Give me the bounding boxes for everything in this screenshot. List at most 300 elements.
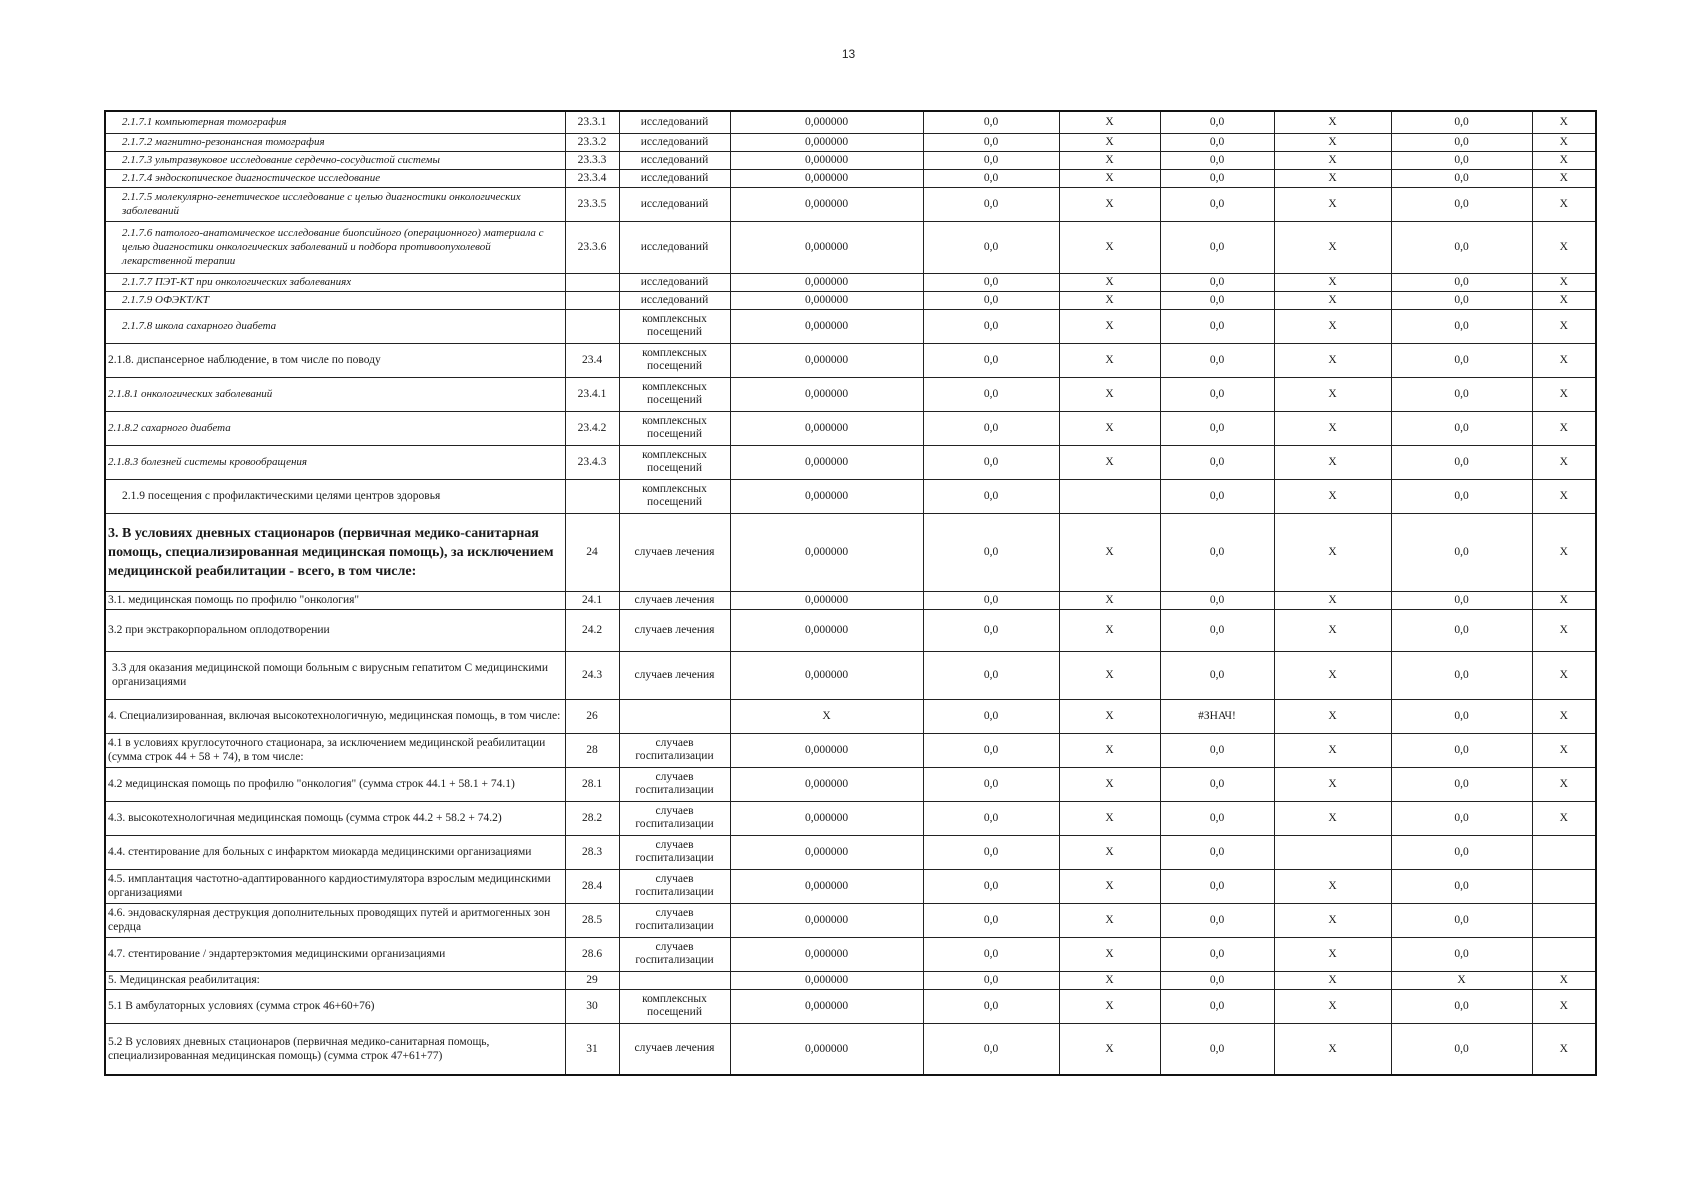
row-unit: случаев госпитализации [619,869,730,903]
row-unit: случаев лечения [619,591,730,609]
cell-v3: X [1059,273,1160,291]
table-row [105,445,1596,479]
row-code [565,309,619,343]
cell-v5: X [1274,169,1391,187]
cell-v2: 0,0 [923,411,1059,445]
table-row [105,343,1596,377]
cell-v5: X [1274,111,1391,133]
cell-v3: X [1059,411,1160,445]
row-unit: исследований [619,273,730,291]
cell-v6: 0,0 [1391,479,1532,513]
table-row [105,591,1596,609]
table-row [105,989,1596,1023]
cell-v6: 0,0 [1391,801,1532,835]
cell-v7: X [1532,309,1596,343]
cell-v5: X [1274,411,1391,445]
cell-v3: X [1059,591,1160,609]
table-row [105,651,1596,699]
cell-v3: X [1059,445,1160,479]
cell-v3: X [1059,187,1160,221]
cell-v5: X [1274,651,1391,699]
row-name: 2.1.7.4 эндоскопическое диагностическое исследование [105,169,565,187]
cell-v4: 0,0 [1160,937,1274,971]
cell-v4: 0,0 [1160,151,1274,169]
cell-v1: 0,000000 [730,835,923,869]
row-name: 4.1 в условиях круглосуточного стационара, за исключением медицинской реабилитации (сумма строк 44 + 58 + 74), в том числе: [105,733,565,767]
cell-v2: 0,0 [923,445,1059,479]
cell-v4: 0,0 [1160,291,1274,309]
cell-v1: 0,000000 [730,869,923,903]
cell-v7: X [1532,513,1596,591]
cell-v1: 0,000000 [730,609,923,651]
cell-v7: X [1532,971,1596,989]
cell-v1: 0,000000 [730,591,923,609]
row-name: 3.1. медицинская помощь по профилю "онкология" [105,591,565,609]
table-row [105,1023,1596,1075]
cell-v6: 0,0 [1391,343,1532,377]
cell-v6: 0,0 [1391,133,1532,151]
cell-v1: 0,000000 [730,1023,923,1075]
row-name: 2.1.8.2 сахарного диабета [105,411,565,445]
cell-v7: X [1532,187,1596,221]
cell-v6: 0,0 [1391,309,1532,343]
cell-v4: #ЗНАЧ! [1160,699,1274,733]
cell-v2: 0,0 [923,989,1059,1023]
row-name: 4.3. высокотехнологичная медицинская помощь (сумма строк 44.2 + 58.2 + 74.2) [105,801,565,835]
cell-v7 [1532,937,1596,971]
row-name: 2.1.8.3 болезней системы кровообращения [105,445,565,479]
cell-v2: 0,0 [923,513,1059,591]
row-name: 4.7. стентирование / эндартерэктомия медицинскими организациями [105,937,565,971]
cell-v2: 0,0 [923,343,1059,377]
cell-v2: 0,0 [923,1023,1059,1075]
row-name: 2.1.7.8 школа сахарного диабета [105,309,565,343]
cell-v1: 0,000000 [730,273,923,291]
row-code: 28.2 [565,801,619,835]
cell-v5: X [1274,869,1391,903]
row-unit: исследований [619,111,730,133]
cell-v3: X [1059,111,1160,133]
cell-v7: X [1532,111,1596,133]
row-code: 23.4.3 [565,445,619,479]
row-unit: случаев госпитализации [619,767,730,801]
row-code: 29 [565,971,619,989]
cell-v5: X [1274,291,1391,309]
cell-v5: X [1274,767,1391,801]
cell-v7: X [1532,767,1596,801]
cell-v3: X [1059,699,1160,733]
row-code: 28.3 [565,835,619,869]
cell-v7: X [1532,273,1596,291]
cell-v1: 0,000000 [730,411,923,445]
cell-v6: 0,0 [1391,111,1532,133]
cell-v5: X [1274,273,1391,291]
cell-v5: X [1274,479,1391,513]
cell-v3: X [1059,869,1160,903]
row-unit: случаев лечения [619,609,730,651]
cell-v3: X [1059,903,1160,937]
cell-v6: 0,0 [1391,767,1532,801]
cell-v7: X [1532,169,1596,187]
cell-v7: X [1532,801,1596,835]
row-unit: комплексных посещений [619,377,730,411]
cell-v6: 0,0 [1391,411,1532,445]
row-name: 3.3 для оказания медицинской помощи больным с вирусным гепатитом С медицинскими организациями [105,651,565,699]
row-code: 24.1 [565,591,619,609]
cell-v2: 0,0 [923,971,1059,989]
cell-v6: 0,0 [1391,937,1532,971]
table-row [105,411,1596,445]
cell-v5: X [1274,187,1391,221]
table-row [105,937,1596,971]
cell-v2: 0,0 [923,937,1059,971]
table-row [105,133,1596,151]
cell-v2: 0,0 [923,309,1059,343]
cell-v7: X [1532,651,1596,699]
row-unit: исследований [619,133,730,151]
cell-v3: X [1059,937,1160,971]
cell-v4: 0,0 [1160,767,1274,801]
cell-v5: X [1274,733,1391,767]
table-row [105,187,1596,221]
cell-v7: X [1532,609,1596,651]
cell-v2: 0,0 [923,377,1059,411]
row-name: 4.4. стентирование для больных с инфарктом миокарда медицинскими организациями [105,835,565,869]
cell-v2: 0,0 [923,111,1059,133]
cell-v5: X [1274,513,1391,591]
cell-v7: X [1532,221,1596,273]
table-row [105,869,1596,903]
cell-v2: 0,0 [923,733,1059,767]
cell-v7 [1532,835,1596,869]
row-name: 2.1.7.3 ультразвуковое исследование сердечно-сосудистой системы [105,151,565,169]
table-row [105,767,1596,801]
cell-v4: 0,0 [1160,309,1274,343]
cell-v5: X [1274,801,1391,835]
cell-v6: 0,0 [1391,651,1532,699]
row-unit: исследований [619,169,730,187]
cell-v6: 0,0 [1391,377,1532,411]
row-code: 28.1 [565,767,619,801]
cell-v4: 0,0 [1160,609,1274,651]
cell-v7: X [1532,479,1596,513]
cell-v1: 0,000000 [730,937,923,971]
row-unit: исследований [619,221,730,273]
cell-v3: X [1059,835,1160,869]
row-code: 28.5 [565,903,619,937]
cell-v2: 0,0 [923,869,1059,903]
cell-v6: 0,0 [1391,609,1532,651]
cell-v2: 0,0 [923,221,1059,273]
row-unit: случаев госпитализации [619,801,730,835]
cell-v2: 0,0 [923,609,1059,651]
row-name: 2.1.8. диспансерное наблюдение, в том числе по поводу [105,343,565,377]
cell-v6: 0,0 [1391,869,1532,903]
cell-v7: X [1532,699,1596,733]
cell-v5: X [1274,377,1391,411]
row-unit: случаев госпитализации [619,903,730,937]
cell-v4: 0,0 [1160,835,1274,869]
cell-v6: 0,0 [1391,591,1532,609]
row-name: 4. Специализированная, включая высокотехнологичную, медицинская помощь, в том числе: [105,699,565,733]
row-name: 4.6. эндоваскулярная деструкция дополнительных проводящих путей и аритмогенных зон сердца [105,903,565,937]
cell-v1: 0,000000 [730,479,923,513]
cell-v5 [1274,835,1391,869]
cell-v3: X [1059,989,1160,1023]
table-row [105,291,1596,309]
cell-v7: X [1532,151,1596,169]
row-name: 3.2 при экстракорпоральном оплодотворении [105,609,565,651]
cell-v6: 0,0 [1391,903,1532,937]
cell-v3: X [1059,971,1160,989]
cell-v5: X [1274,903,1391,937]
table-row [105,377,1596,411]
table-row [105,151,1596,169]
table-row [105,733,1596,767]
table-row [105,309,1596,343]
table-body [105,111,1596,1075]
row-code: 23.3.3 [565,151,619,169]
table-row [105,273,1596,291]
row-code: 26 [565,699,619,733]
row-name: 2.1.7.6 патолого-анатомическое исследование биопсийного (операционного) материала с целью диагностики онкологических заболеваний и подбора противоопухолевой лекарственной терапии [105,221,565,273]
cell-v7 [1532,869,1596,903]
cell-v6: 0,0 [1391,989,1532,1023]
cell-v1: 0,000000 [730,151,923,169]
row-unit: комплексных посещений [619,309,730,343]
page-number: 13 [841,47,856,61]
cell-v7: X [1532,377,1596,411]
row-unit: случаев госпитализации [619,937,730,971]
table-row [105,221,1596,273]
cell-v4: 0,0 [1160,377,1274,411]
row-code: 31 [565,1023,619,1075]
cell-v3: X [1059,221,1160,273]
cell-v6: 0,0 [1391,699,1532,733]
row-unit [619,971,730,989]
row-code: 23.4.1 [565,377,619,411]
cell-v2: 0,0 [923,651,1059,699]
row-unit: исследований [619,291,730,309]
cell-v5: X [1274,133,1391,151]
cell-v1: 0,000000 [730,445,923,479]
cell-v4: 0,0 [1160,989,1274,1023]
cell-v2: 0,0 [923,479,1059,513]
cell-v7: X [1532,411,1596,445]
cell-v5: X [1274,937,1391,971]
table-row [105,801,1596,835]
row-code: 23.4 [565,343,619,377]
cell-v5: X [1274,309,1391,343]
cell-v2: 0,0 [923,187,1059,221]
cell-v4: 0,0 [1160,169,1274,187]
row-name: 4.5. имплантация частотно-адаптированного кардиостимулятора взрослым медицинскими организациями [105,869,565,903]
cell-v7: X [1532,989,1596,1023]
cell-v7: X [1532,1023,1596,1075]
cell-v3: X [1059,801,1160,835]
cell-v6: 0,0 [1391,513,1532,591]
cell-v4: 0,0 [1160,513,1274,591]
cell-v2: 0,0 [923,169,1059,187]
cell-v1: 0,000000 [730,111,923,133]
cell-v3: X [1059,169,1160,187]
cell-v4: 0,0 [1160,343,1274,377]
table-row [105,699,1596,733]
row-code: 28.6 [565,937,619,971]
row-unit: исследований [619,151,730,169]
cell-v3: X [1059,1023,1160,1075]
cell-v4: 0,0 [1160,591,1274,609]
cell-v4: 0,0 [1160,869,1274,903]
cell-v6: 0,0 [1391,169,1532,187]
cell-v3: X [1059,343,1160,377]
row-unit: случаев лечения [619,1023,730,1075]
cell-v5: X [1274,971,1391,989]
cell-v6: 0,0 [1391,187,1532,221]
table-row [105,513,1596,591]
cell-v4: 0,0 [1160,445,1274,479]
cell-v3: X [1059,133,1160,151]
table-row [105,903,1596,937]
row-name: 2.1.8.1 онкологических заболеваний [105,377,565,411]
cell-v7: X [1532,733,1596,767]
cell-v2: 0,0 [923,151,1059,169]
cell-v5: X [1274,989,1391,1023]
cell-v4: 0,0 [1160,273,1274,291]
cell-v6: 0,0 [1391,1023,1532,1075]
cell-v5: X [1274,221,1391,273]
row-unit: комплексных посещений [619,989,730,1023]
cell-v6: 0,0 [1391,151,1532,169]
cell-v6: 0,0 [1391,273,1532,291]
row-unit: случаев госпитализации [619,733,730,767]
cell-v7: X [1532,291,1596,309]
cell-v5: X [1274,151,1391,169]
cell-v2: 0,0 [923,699,1059,733]
cell-v6: 0,0 [1391,221,1532,273]
row-name: 2.1.7.1 компьютерная томография [105,111,565,133]
cell-v3: X [1059,651,1160,699]
row-code: 28.4 [565,869,619,903]
cell-v2: 0,0 [923,291,1059,309]
cell-v5: X [1274,1023,1391,1075]
cell-v1: 0,000000 [730,291,923,309]
cell-v2: 0,0 [923,835,1059,869]
cell-v7 [1532,903,1596,937]
cell-v1: 0,000000 [730,801,923,835]
cell-v6: X [1391,971,1532,989]
cell-v3 [1059,479,1160,513]
cell-v1: 0,000000 [730,343,923,377]
row-unit: комплексных посещений [619,445,730,479]
cell-v3: X [1059,291,1160,309]
row-code [565,273,619,291]
row-code: 23.3.1 [565,111,619,133]
row-unit: исследований [619,187,730,221]
row-code: 23.3.2 [565,133,619,151]
cell-v3: X [1059,309,1160,343]
row-name: 2.1.9 посещения с профилактическими целями центров здоровья [105,479,565,513]
row-code: 23.3.6 [565,221,619,273]
row-code: 28 [565,733,619,767]
cell-v5: X [1274,609,1391,651]
cell-v4: 0,0 [1160,903,1274,937]
cell-v4: 0,0 [1160,479,1274,513]
cell-v1: 0,000000 [730,187,923,221]
row-code: 23.3.4 [565,169,619,187]
cell-v3: X [1059,733,1160,767]
cell-v2: 0,0 [923,801,1059,835]
row-name: 3. В условиях дневных стационаров (первичная медико-санитарная помощь, специализированная медицинская помощь), за исключением медицинской реабилитации - всего, в том числе: [105,513,565,591]
cell-v4: 0,0 [1160,187,1274,221]
cell-v1: 0,000000 [730,377,923,411]
row-unit: случаев госпитализации [619,835,730,869]
cell-v1: 0,000000 [730,309,923,343]
cell-v2: 0,0 [923,591,1059,609]
cell-v1: 0,000000 [730,989,923,1023]
cell-v3: X [1059,377,1160,411]
cell-v1: 0,000000 [730,651,923,699]
cell-v3: X [1059,151,1160,169]
row-name: 2.1.7.9 ОФЭКТ/КТ [105,291,565,309]
row-code: 24 [565,513,619,591]
row-name: 5.1 В амбулаторных условиях (сумма строк 46+60+76) [105,989,565,1023]
cell-v2: 0,0 [923,133,1059,151]
row-unit: комплексных посещений [619,411,730,445]
row-unit: комплексных посещений [619,479,730,513]
cell-v3: X [1059,513,1160,591]
table-row [105,971,1596,989]
cell-v6: 0,0 [1391,445,1532,479]
cell-v4: 0,0 [1160,971,1274,989]
cell-v2: 0,0 [923,903,1059,937]
table-row [105,479,1596,513]
row-code: 30 [565,989,619,1023]
cell-v4: 0,0 [1160,133,1274,151]
cell-v5: X [1274,591,1391,609]
cell-v6: 0,0 [1391,291,1532,309]
row-name: 2.1.7.5 молекулярно-генетическое исследование с целью диагностики онкологических заболеваний [105,187,565,221]
cell-v4: 0,0 [1160,111,1274,133]
cell-v1: 0,000000 [730,903,923,937]
row-name: 2.1.7.2 магнитно-резонансная томография [105,133,565,151]
cell-v7: X [1532,133,1596,151]
cell-v5: X [1274,343,1391,377]
table-row [105,169,1596,187]
cell-v4: 0,0 [1160,801,1274,835]
cell-v1: 0,000000 [730,971,923,989]
row-name: 2.1.7.7 ПЭТ-КТ при онкологических заболеваниях [105,273,565,291]
cell-v5: X [1274,699,1391,733]
cell-v2: 0,0 [923,273,1059,291]
cell-v3: X [1059,609,1160,651]
cell-v3: X [1059,767,1160,801]
cell-v4: 0,0 [1160,411,1274,445]
cell-v1: 0,000000 [730,221,923,273]
cell-v7: X [1532,343,1596,377]
row-unit [619,699,730,733]
cell-v6: 0,0 [1391,835,1532,869]
cell-v1: X [730,699,923,733]
cell-v5: X [1274,445,1391,479]
row-unit: случаев лечения [619,513,730,591]
data-table [104,110,1597,1076]
row-unit: случаев лечения [619,651,730,699]
row-code: 24.2 [565,609,619,651]
cell-v7: X [1532,445,1596,479]
row-name: 5.2 В условиях дневных стационаров (первичная медико-санитарная помощь, специализированная медицинская помощь) (сумма строк 47+61+77) [105,1023,565,1075]
cell-v1: 0,000000 [730,133,923,151]
